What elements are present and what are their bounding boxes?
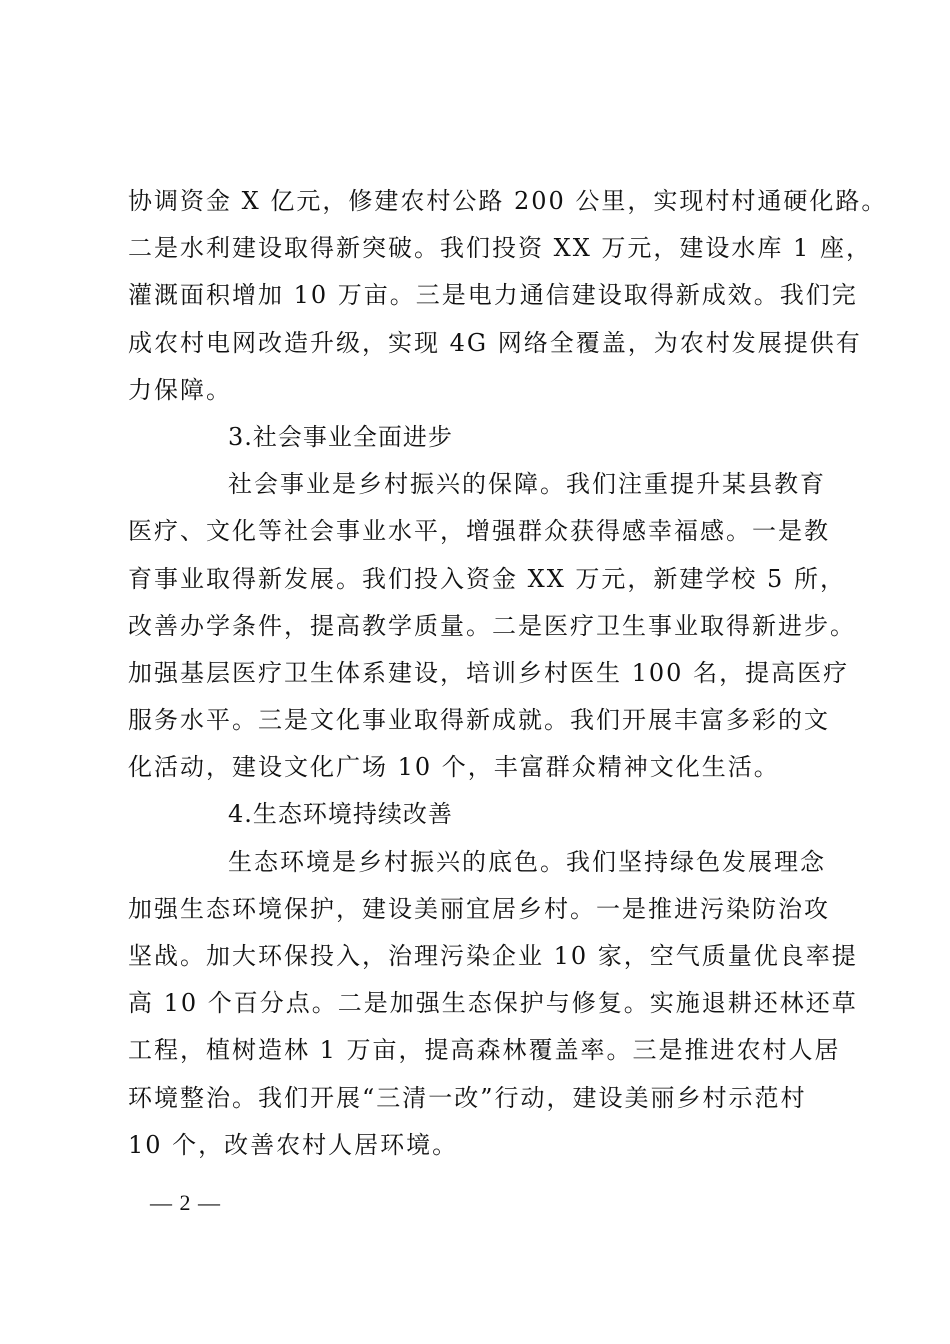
paragraph-start: 社会事业是乡村振兴的保障。我们注重提升某县教育: [228, 470, 826, 499]
text-line: 力保障。: [128, 375, 232, 404]
section-heading-4: 4.生态环境持续改善: [228, 800, 453, 829]
text-line: 医疗、文化等社会事业水平，增强群众获得感幸福感。一是教: [128, 517, 830, 546]
text-line: 环境整治。我们开展“三清一改”行动，建设美丽乡村示范村: [128, 1083, 807, 1112]
text-line: 育事业取得新发展。我们投入资金 XX 万元，新建学校 5 所，: [128, 564, 846, 593]
paragraph-start: 生态环境是乡村振兴的底色。我们坚持绿色发展理念: [228, 847, 826, 876]
section-heading-3: 3.社会事业全面进步: [228, 422, 453, 451]
text-line: 工程，植树造林 1 万亩，提高森林覆盖率。三是推进农村人居: [128, 1036, 841, 1065]
text-line: 加强基层医疗卫生体系建设，培训乡村医生 100 名，提高医疗: [128, 658, 850, 687]
text-line: 加强生态环境保护，建设美丽宜居乡村。一是推进污染防治攻: [128, 894, 830, 923]
body-text: [128, 178, 888, 1169]
text-line: 灌溉面积增加 10 万亩。三是电力通信建设取得新成效。我们完: [128, 281, 858, 310]
text-line: 10 个，改善农村人居环境。: [128, 1130, 459, 1159]
text-line: 改善办学条件，提高教学质量。二是医疗卫生事业取得新进步。: [128, 611, 856, 640]
text-line: 化活动，建设文化广场 10 个，丰富群众精神文化生活。: [128, 753, 780, 782]
text-line: 成农村电网改造升级，实现 4G 网络全覆盖，为农村发展提供有: [128, 328, 862, 357]
text-line: 高 10 个百分点。二是加强生态保护与修复。实施退耕还林还草: [128, 989, 858, 1018]
text-line: 二是水利建设取得新突破。我们投资 XX 万元，建设水库 1 座，: [128, 234, 872, 263]
text-line: 坚战。加大环保投入，治理污染企业 10 家，空气质量优良率提: [128, 942, 858, 970]
page-number: — 2 —: [150, 1190, 221, 1215]
text-line: 协调资金 X 亿元，修建农村公路 200 公里，实现村村通硬化路。: [128, 187, 888, 215]
text-line: 服务水平。三是文化事业取得新成就。我们开展丰富多彩的文: [128, 706, 830, 735]
